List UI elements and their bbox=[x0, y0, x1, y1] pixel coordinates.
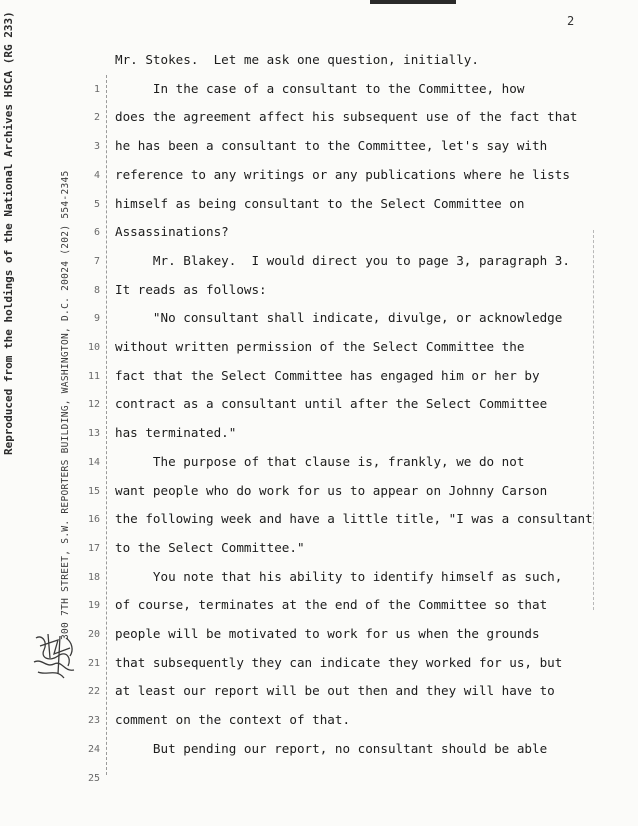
line-number: 11 bbox=[87, 370, 100, 382]
transcript-line: Mr. Stokes. Let me ask one question, initially. bbox=[115, 52, 479, 67]
transcript-line: the following week and have a little title, "I was a consultant bbox=[115, 511, 593, 527]
line-number: 4 bbox=[93, 169, 100, 181]
line-number: 16 bbox=[87, 514, 100, 526]
reporter-address: 300 7TH STREET, S.W. REPORTERS BUILDING, WASHINGTON, D.C. 20024 (202) 554-2345 bbox=[60, 170, 71, 640]
transcript-line: "No consultant shall indicate, divulge, or acknowledge bbox=[115, 310, 563, 326]
transcript-line: The purpose of that clause is, frankly, we do not bbox=[115, 453, 525, 469]
transcript-line: But pending our report, no consultant should be able bbox=[115, 740, 548, 756]
transcript-line: Mr. Blakey. I would direct you to page 3, paragraph 3. bbox=[115, 252, 570, 268]
line-number: 12 bbox=[87, 399, 100, 411]
line-number: 3 bbox=[93, 141, 100, 153]
transcript-line: to the Select Committee." bbox=[115, 539, 305, 555]
line-number: 23 bbox=[87, 715, 100, 727]
transcript-line: that subsequently they can indicate they worked for us, but bbox=[115, 654, 563, 670]
transcript-line: people will be motivated to work for us when the grounds bbox=[115, 626, 540, 641]
line-number: 8 bbox=[93, 284, 100, 296]
right-margin-rule bbox=[593, 230, 594, 610]
transcript-line: It reads as follows: bbox=[115, 281, 267, 297]
line-number: 7 bbox=[93, 255, 100, 267]
line-number: 19 bbox=[87, 600, 100, 612]
transcript-line: himself as being consultant to the Select Committee on bbox=[115, 195, 525, 211]
transcript-line: fact that the Select Committee has engaged him or her by bbox=[115, 367, 540, 383]
line-number: 18 bbox=[87, 571, 100, 583]
transcript-line: at least our report will be out then and they will have to bbox=[115, 683, 555, 699]
left-margin-rule bbox=[106, 75, 107, 775]
transcript-line: does the agreement affect his subsequent use of the fact that bbox=[115, 109, 578, 125]
line-number: 25 bbox=[87, 772, 100, 784]
transcript-line: In the case of a consultant to the Committee, how bbox=[115, 80, 525, 96]
transcript-line: Assassinations? bbox=[115, 224, 229, 240]
page-number: 2 bbox=[567, 14, 575, 28]
transcript-line: has terminated." bbox=[115, 425, 237, 441]
transcript-line: comment on the context of that. bbox=[115, 712, 351, 728]
transcript-line: want people who do work for us to appear on Johnny Carson bbox=[115, 482, 548, 498]
line-number: 1 bbox=[93, 83, 100, 95]
line-number: 24 bbox=[87, 743, 100, 755]
transcript-line: reference to any writings or any publications where he lists bbox=[115, 166, 570, 182]
line-number: 9 bbox=[93, 313, 100, 325]
transcript-line: he has been a consultant to the Committee, let's say with bbox=[115, 138, 548, 154]
line-number: 17 bbox=[87, 542, 100, 554]
line-number: 15 bbox=[87, 485, 100, 497]
line-number: 14 bbox=[87, 456, 100, 468]
transcript-line: of course, terminates at the end of the Committee so that bbox=[115, 597, 548, 613]
line-number: 20 bbox=[87, 629, 100, 640]
transcript-line: without written permission of the Select Committee the bbox=[115, 339, 525, 354]
line-number: 21 bbox=[87, 657, 100, 669]
line-number: 6 bbox=[93, 227, 100, 239]
archive-note: Reproduced from the holdings of the National Archives HSCA (RG 233) bbox=[2, 11, 15, 455]
line-number: 5 bbox=[93, 198, 100, 210]
transcript-line: contract as a consultant until after the Select Committee bbox=[115, 396, 548, 412]
line-number: 22 bbox=[87, 686, 100, 698]
line-number: 13 bbox=[87, 428, 100, 440]
archive-stamp-mark bbox=[28, 628, 82, 682]
line-number: 2 bbox=[93, 112, 100, 124]
line-number: 10 bbox=[87, 342, 100, 353]
transcript-line: You note that his ability to identify himself as such, bbox=[115, 568, 563, 584]
top-edge-mark bbox=[370, 0, 456, 4]
